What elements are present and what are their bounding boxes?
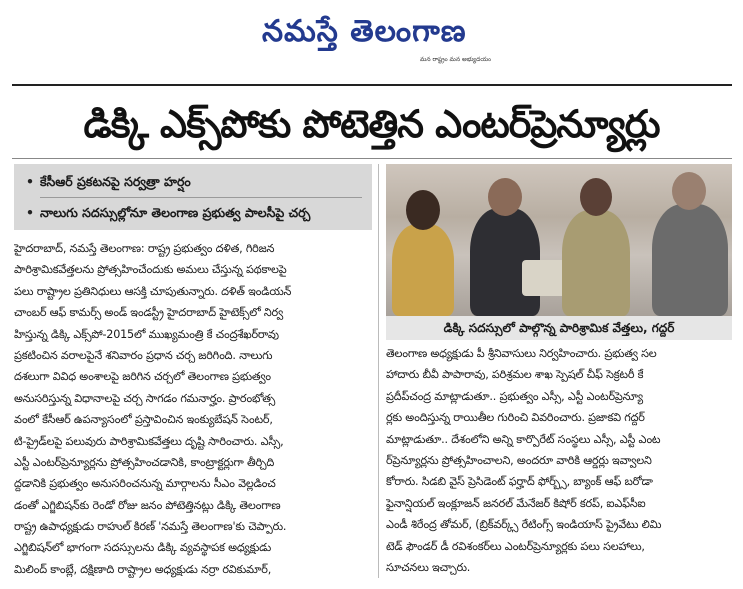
body-line: ఎగ్జిబిషన్‌లో భాగంగా సదస్సులను డిక్కి వ్యవస్థాపక అధ్యక్షుడు [14, 541, 272, 555]
photo-person-1-head [406, 190, 440, 230]
body-line: మాట్లాడుతూ.. దేశంలోని అన్ని కార్పొరేట్ సంస్థలు ఎస్సీ, ఎస్టీ ఎంట [386, 432, 661, 446]
body-line: అనుసరిస్తున్న విధానాలపై చర్చ సాగడం గమనార్హం. ప్రారంభోత్స [14, 391, 276, 405]
masthead-rule [12, 84, 732, 86]
body-line: దశలుగా వివిధ అంశాలపై జరిగిన చర్చలో తెలంగాణ ప్రభుత్వం [14, 370, 271, 384]
masthead [0, 0, 743, 82]
article-photo [386, 164, 732, 316]
body-line: ద్దడానికి ప్రభుత్వం అనుసరించనున్న మార్గాలను సీఎం వెల్లడించ [14, 477, 276, 491]
body-line: టి-ప్రైడ్‌లపై పలువురు పారిశ్రామికవేత్తలు దృష్టి సారించారు. ఎస్సీ, [14, 434, 284, 448]
body-line: ప్రదీప్‌చంద్ర మాట్లాడుతూ.. ప్రభుత్వం ఎస్సీ, ఎస్టీ ఎంటర్‌ప్రెన్యూ [386, 389, 643, 403]
photo-caption: డిక్కి సదస్సులో పాల్గొన్న పారిశ్రామిక వేత్తలు, గద్దర్ [386, 316, 732, 340]
article-body-right-column [386, 343, 732, 578]
body-line: ప్రకటించిన వరాలపైనే శనివారం ప్రధాన చర్చ జరిగింది. నాలుగు [14, 348, 273, 362]
highlight-item: • నాలుగు సదస్సుల్లోనూ తెలంగాణ ప్రభుత్వ పాలసీపై చర్చ [40, 199, 362, 227]
photo-person-3-head [580, 178, 612, 216]
highlight-divider [40, 197, 362, 198]
highlights-box [14, 164, 372, 230]
body-line: హాదారు బీవీ పాపారావు, పరిశ్రమల శాఖ స్పెషల్ చీఫ్ సెక్రటరీ కే [386, 368, 644, 382]
body-line: కోరారు. సిడబి వైస్ ప్రెసిడెంట్ ఫర్హాద్ ఫోర్బ్స్, బ్యాంక్ ఆఫ్ బరోడా [386, 475, 653, 489]
photo-person-3 [562, 210, 630, 316]
photo-person-2-head [488, 178, 522, 216]
body-line: మిలింద్ కాంబ్లే, దక్షిణాది రాష్ట్రాల అధ్యక్షుడు నర్రా రవికుమార్, [14, 562, 272, 576]
body-line: సూచనలు ఇచ్చారు. [386, 560, 471, 574]
body-line: తెలంగాణ అధ్యక్షుడు పీ శ్రీనివాసులు నిర్వహించారు. ప్రభుత్వ సల [386, 347, 657, 360]
body-line: వంలో కేసీఆర్ ఉపన్యాసంలో ప్రస్తావించిన ఇంక్యుబేషన్ సెంటర్, [14, 413, 273, 427]
body-line: ర్‌ప్రెన్యూర్లను ప్రోత్సహించాలని, అందరూ వారికి ఆర్డర్లు ఇవ్వాలని [386, 453, 652, 467]
body-line: ఎస్టీ ఎంటర్‌ప్రెన్యూర్లను ప్రోత్సహించడానికి, కాంట్రాక్టర్లుగా తీర్చిది [14, 455, 275, 469]
photo-person-4-head [672, 172, 706, 210]
body-line: డంతో ఎగ్జిబిషన్‌కు రెండో రోజు జనం పోటెత్తినట్లు డిక్కి తెలంగాణ [14, 498, 281, 512]
body-line: టెడ్ ఫౌండర్ డీ రవిశంకర్‌లు ఎంటర్‌ప్రెన్యూర్లకు పలు సలహాలు, [386, 539, 645, 553]
body-line: చాంబర్ ఆఫ్ కామర్స్ అండ్ ఇండస్ట్రీ హైదరాబాద్ హైటెక్స్‌లో నిర్వ [14, 306, 284, 320]
body-line: హైదరాబాద్, నమస్తే తెలంగాణ: రాష్ట్ర ప్రభుత్వం దళిత, గిరిజన [14, 242, 275, 255]
column-divider [378, 164, 379, 578]
body-line: పారిశ్రామికవేత్తలను ప్రోత్సహించేందుకు అమలు చేస్తున్న పథకాలపై [14, 263, 287, 277]
photo-person-4 [652, 204, 728, 316]
body-line: రాష్ట్ర ఉపాధ్యక్షుడు రాహుల్ కిరణ్ 'నమస్తే తెలంగాణ'కు చెప్పారు. [14, 520, 287, 534]
newspaper-tagline: మన రాష్ట్రం మన అభ్యుదయం [420, 56, 492, 63]
article-body-left-column [14, 238, 372, 578]
body-line: ఎండీ శిరేంద్ర తోమర్, (బ్రిక్‌వర్క్స్ రేటింగ్స్ ఇండియాస్ ప్రైవేటు లిమి [386, 518, 662, 532]
body-line: ర్లకు అందిస్తున్న రాయితీల గురించి వివరించారు. ప్రజాకవి గద్దర్ [386, 411, 645, 425]
headline-rule [12, 158, 732, 159]
photo-person-1 [392, 224, 454, 316]
body-line: హిస్తున్న డిక్కి ఎక్స్‌పో-2015లో ముఖ్యమంత్రి కే చంద్రశేఖర్‌రావు [14, 327, 279, 341]
highlight-item: • కేసీఆర్ ప్రకటనపై సర్వత్రా హర్షం [40, 168, 362, 196]
newspaper-logo: నమస్తే తెలంగాణ [262, 14, 467, 49]
article-headline: డిక్కి ఎక్స్‌పోకు పోటెత్తిన ఎంటర్‌ప్రెన్యూర్లు [83, 102, 660, 146]
body-line: ఫైనాన్షియల్ ఇంక్లూజన్ జనరల్ మేనేజర్ కిషోర్ కరప్, ఐఎఫ్‌సీఐ [386, 496, 646, 510]
body-line: పలు రాష్ట్రాల ప్రతినిధులు ఆసక్తి చూపుతున్నారు. దళిత్ ఇండియన్ [14, 284, 292, 298]
